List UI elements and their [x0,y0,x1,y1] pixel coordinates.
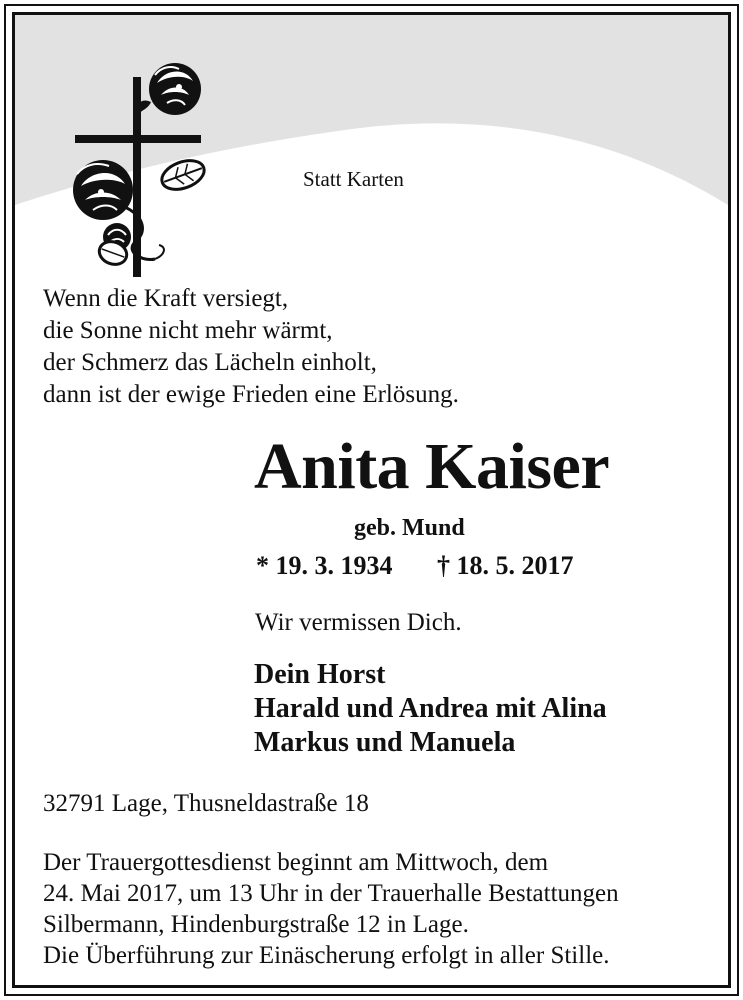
notice-line: Silbermann, Hindenburgstraße 12 in Lage. [43,911,469,938]
death-date: † 18. 5. 2017 [437,551,574,580]
address: 32791 Lage, Thusneldastraße 18 [43,790,369,817]
statt-karten-label: Statt Karten [303,167,404,191]
notice-line: 24. Mai 2017, um 13 Uhr in der Trauerhalle Bestattungen [43,880,619,907]
obituary-outer-frame [4,4,739,996]
notice-line: Der Trauergottesdienst beginnt am Mittwoch, dem [43,849,549,876]
cross-with-roses-icon [55,47,235,277]
obituary-card [12,12,731,988]
message: Wir vermissen Dich. [255,609,462,636]
maiden-name: geb. Mund [354,515,465,541]
poem-line: der Schmerz das Lächeln einholt, [43,349,377,376]
family-member: Dein Horst [254,659,386,690]
poem [43,283,459,411]
poem-line: Wenn die Kraft versiegt, [43,285,289,312]
poem-line: dann ist der ewige Frieden eine Erlösung. [43,381,459,408]
service-notice [43,847,619,971]
family-member: Harald und Andrea mit Alina [254,693,607,724]
poem-line: die Sonne nicht mehr wärmt, [43,317,333,344]
deceased-name: Anita Kaiser [254,430,610,503]
notice-line: Die Überführung zur Einäscherung erfolgt in aller Stille. [43,942,610,969]
family-list [254,658,607,760]
birth-date: * 19. 3. 1934 [256,551,393,580]
family-member: Markus und Manuela [254,727,516,758]
